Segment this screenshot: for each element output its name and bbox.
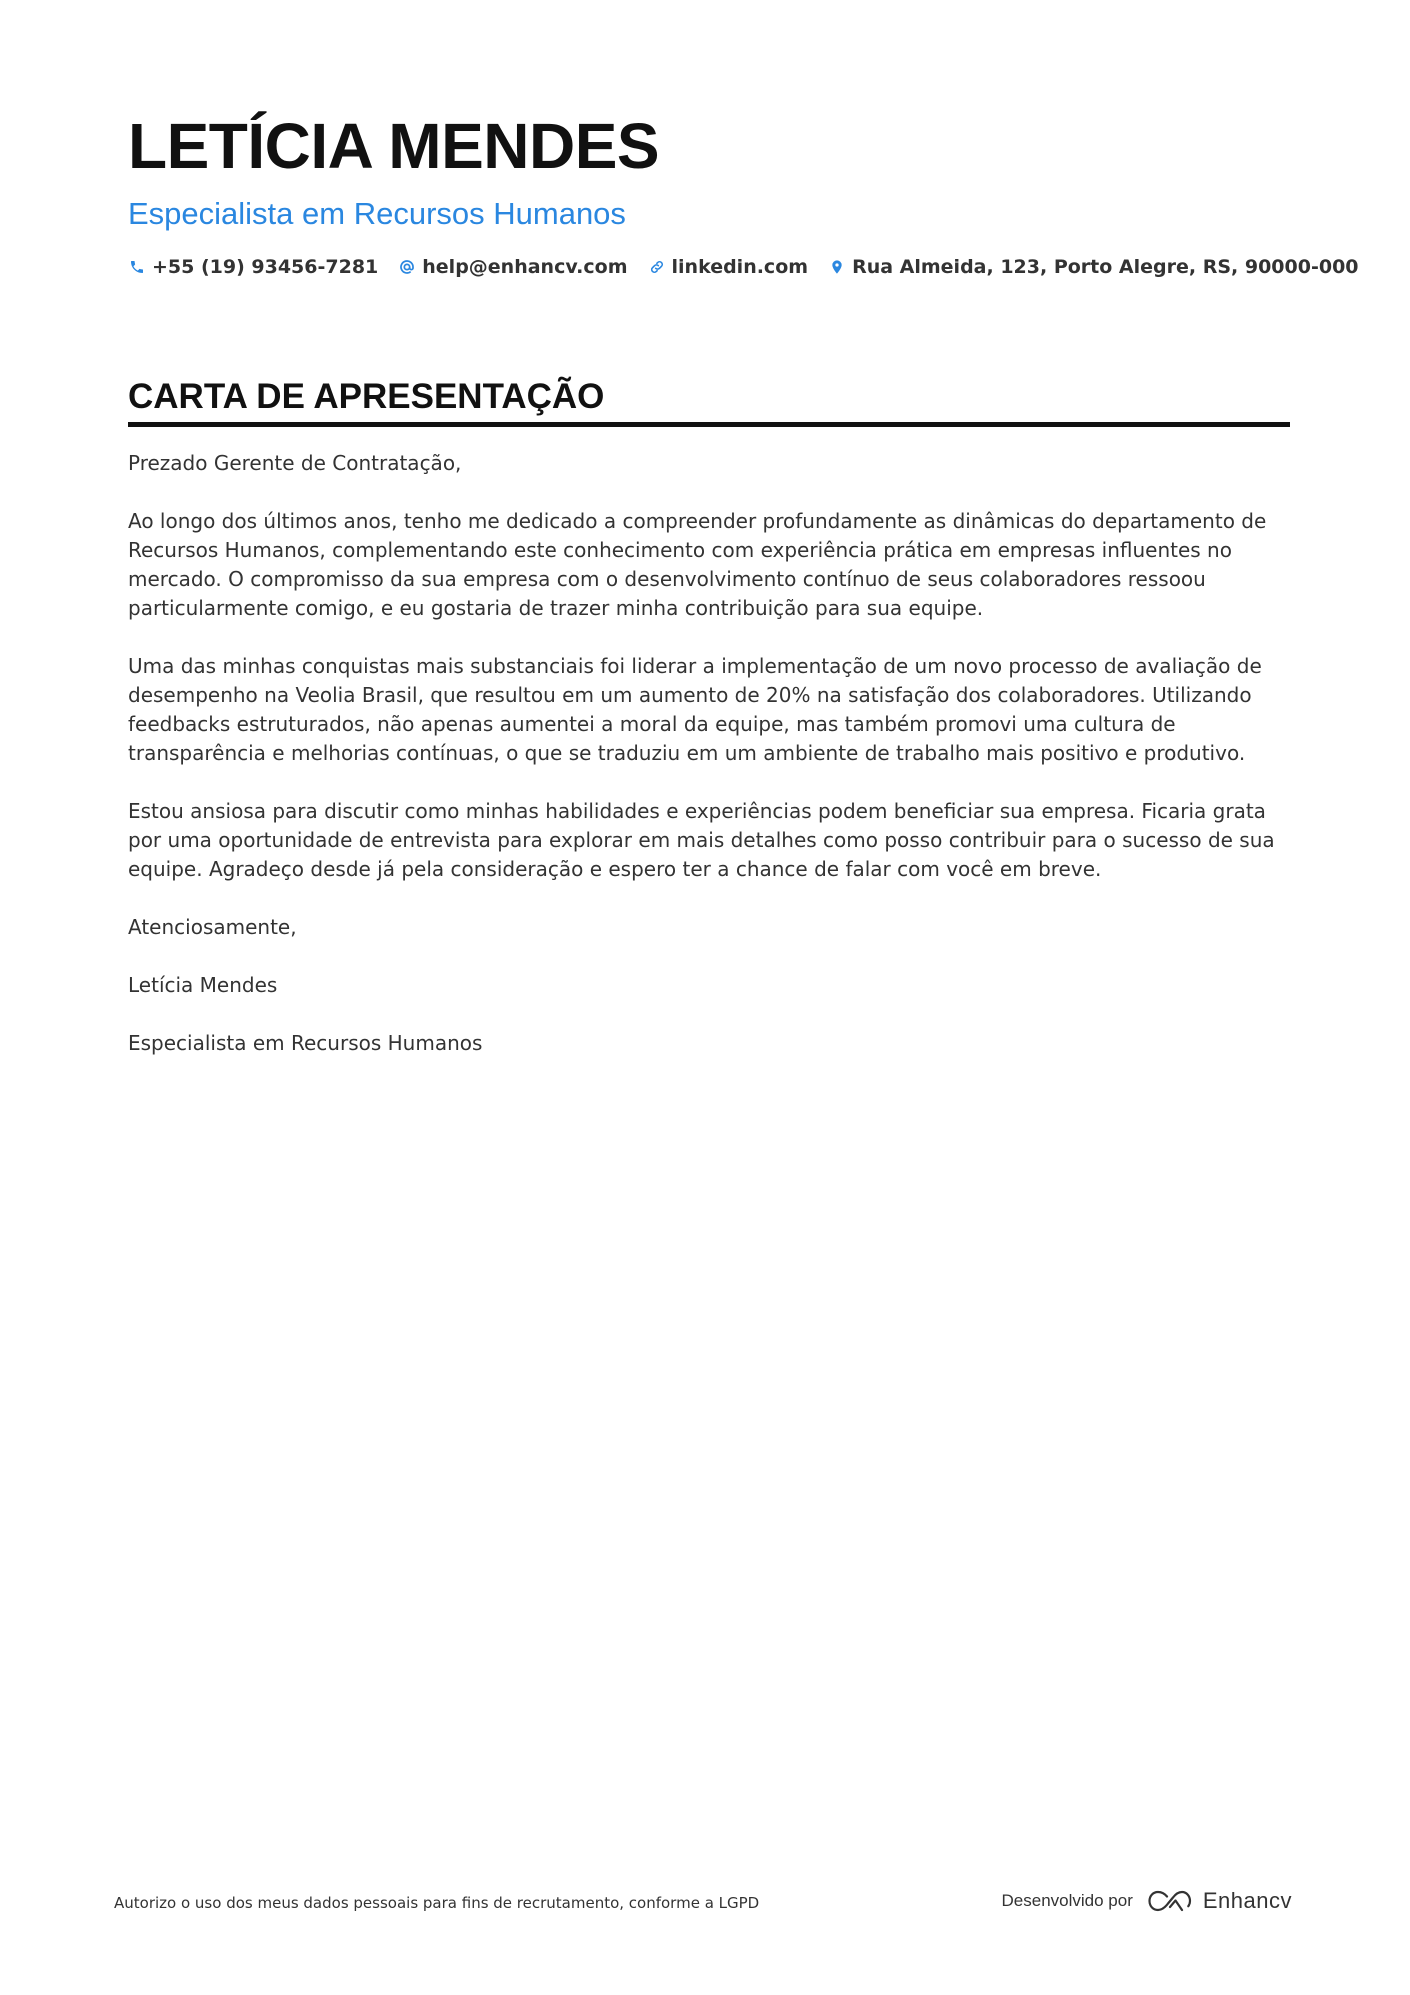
- signature-role: Especialista em Recursos Humanos: [128, 1031, 483, 1055]
- powered-by[interactable]: [1002, 1888, 1292, 1914]
- letter-paragraph: Estou ansiosa para discutir como minhas habilidades e experiências podem beneficiar sua empresa. Ficaria grata por uma oportunidade de entrevista para explorar em mais detalhes como posso contribuir para o sucesso de sua equipe. Agradeço desde já pela consideração e espero ter a chance de falar com você em breve.: [128, 799, 1275, 881]
- letter-body: [128, 449, 1290, 1058]
- consent-note: Autorizo o uso dos meus dados pessoais para fins de recrutamento, conforme a LGPD: [114, 1894, 760, 1912]
- letter-paragraph: Uma das minhas conquistas mais substanciais foi liderar a implementação de um novo processo de avaliação de desempenho na Veolia Brasil, que resultou em um aumento de 20% na satisfação dos colaboradores. Utilizando feedbacks estruturados, não apenas aumentei a moral da equipe, mas também promovi uma cultura de transparência e melhorias contínuas, o que se traduziu em um ambiente de trabalho mais positivo e produtivo.: [128, 654, 1262, 765]
- contact-phone-text: +55 (19) 93456-7281: [152, 256, 379, 278]
- contact-linkedin[interactable]: [648, 254, 809, 280]
- location-pin-icon: [828, 258, 846, 276]
- contact-email[interactable]: [398, 254, 627, 280]
- contact-address: [828, 254, 1358, 280]
- signature-name: Letícia Mendes: [128, 973, 278, 997]
- letter-closing: Atenciosamente,: [128, 915, 297, 939]
- at-icon: [398, 258, 416, 276]
- contact-bar: [128, 254, 1359, 280]
- candidate-name: LETÍCIA MENDES: [128, 110, 660, 182]
- letter-salutation: Prezado Gerente de Contratação,: [128, 451, 462, 475]
- contact-address-text: Rua Almeida, 123, Porto Alegre, RS, 90000-000: [852, 256, 1359, 278]
- enhancv-logo-icon: [1147, 1889, 1193, 1913]
- contact-phone: [128, 254, 378, 280]
- contact-linkedin-text[interactable]: linkedin.com: [671, 256, 809, 278]
- powered-by-label: Desenvolvido por: [1001, 1891, 1133, 1910]
- section-title: CARTA DE APRESENTAÇÃO: [128, 376, 1290, 427]
- link-icon: [648, 258, 666, 276]
- enhancv-brand-name: Enhancv: [1202, 1888, 1292, 1913]
- letter-paragraph: Ao longo dos últimos anos, tenho me dedicado a compreender profundamente as dinâmicas do departamento de Recursos Humanos, complementando este conhecimento com experiência prática em empresas influentes no mercado. O compromisso da sua empresa com o desenvolvimento contínuo de seus colaboradores ressoou particularmente comigo, e eu gostaria de trazer minha contribuição para sua equipe.: [128, 509, 1267, 620]
- phone-icon: [128, 258, 146, 276]
- contact-email-text[interactable]: help@enhancv.com: [422, 256, 628, 278]
- candidate-role: Especialista em Recursos Humanos: [128, 196, 626, 231]
- cover-letter-page: [128, 108, 1359, 1087]
